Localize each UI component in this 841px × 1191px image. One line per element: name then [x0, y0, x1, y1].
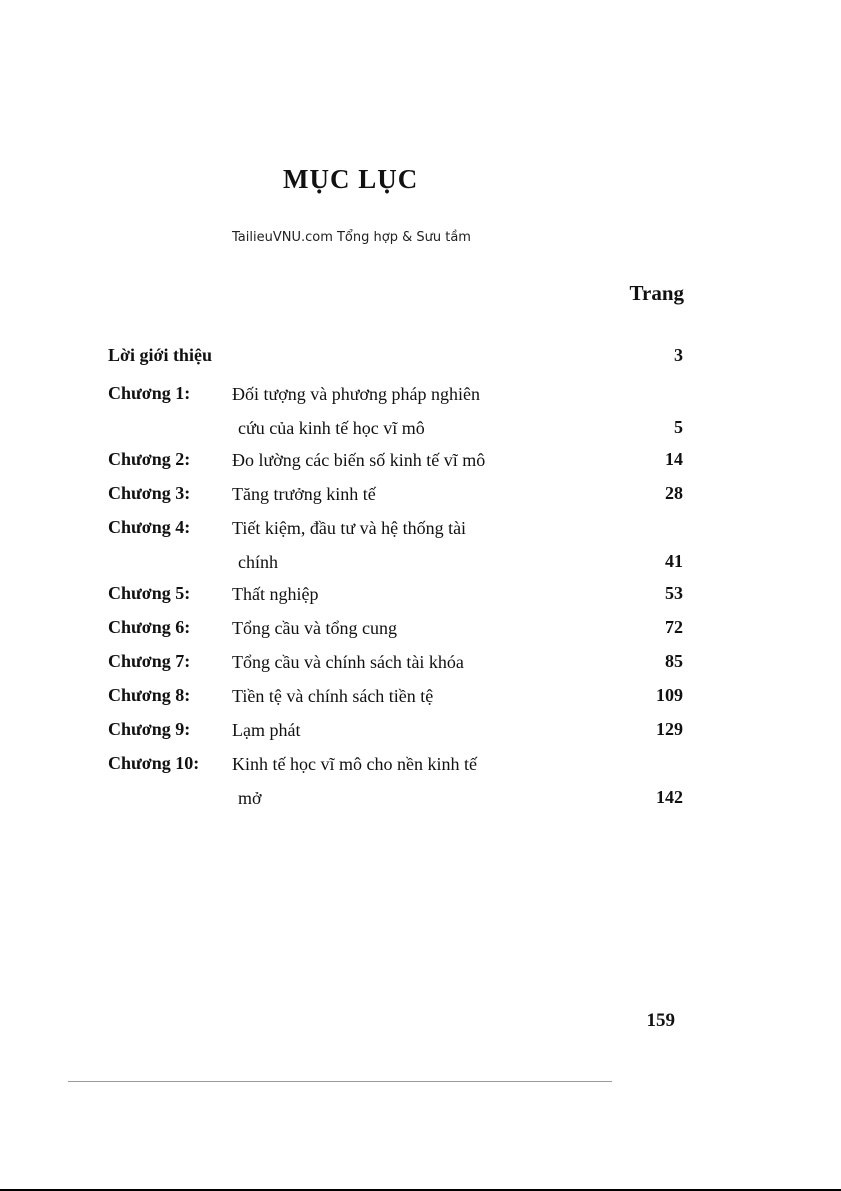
toc-entry-title-line: cứu của kinh tế học vĩ mô	[238, 418, 425, 438]
toc-entry-title-line	[232, 345, 550, 379]
toc-entry-title-line: Tiền tệ và chính sách tiền tệ	[232, 686, 434, 706]
toc-entry-label: Chương 2:	[108, 449, 191, 469]
toc-entry-label: Chương 7:	[108, 651, 191, 671]
toc-entry-page: 85	[665, 651, 683, 671]
toc-entry-title	[232, 483, 550, 517]
footer-divider	[68, 1081, 612, 1082]
toc-entry-label: Chương 5:	[108, 583, 191, 603]
toc-entry-title	[232, 719, 550, 753]
toc-entry-label: Chương 3:	[108, 483, 191, 503]
toc-entry-page: 3	[674, 345, 683, 365]
toc-entry-title-line: chính	[238, 552, 278, 572]
toc-entry-label: Chương 4:	[108, 517, 191, 537]
toc-entry-label: Chương 6:	[108, 617, 191, 637]
toc-entry-label: Lời giới thiệu	[108, 345, 212, 365]
toc-entry-page: 41	[665, 551, 683, 571]
toc-entry-page: 109	[656, 685, 683, 705]
toc-entry-title-line: Tổng cầu và tổng cung	[232, 618, 397, 638]
toc-entry-title	[232, 753, 550, 821]
toc-entry-title-line: Lạm phát	[232, 720, 301, 740]
toc-entry-title-line: Kinh tế học vĩ mô cho nền kinh tế	[232, 754, 477, 774]
toc-entry-page: 53	[665, 583, 683, 603]
page-column-header: Trang	[629, 281, 684, 305]
toc-entry-page: 28	[665, 483, 683, 503]
toc-entry-label: Chương 9:	[108, 719, 191, 739]
page-title: MỤC LỤC	[283, 164, 419, 194]
toc-entry-title	[232, 583, 550, 617]
page-number: 159	[646, 1010, 675, 1031]
toc-entry-page: 5	[674, 417, 683, 437]
toc-entry-title	[232, 685, 550, 719]
toc-entry-page: 129	[656, 719, 683, 739]
toc-entry-page: 14	[665, 449, 683, 469]
toc-entry-title	[232, 449, 550, 483]
toc-entry-label: Chương 8:	[108, 685, 191, 705]
toc-entry-title-line: mở	[238, 788, 262, 808]
toc-entry-title-line: Thất nghiệp	[232, 584, 319, 604]
toc-entry-page: 72	[665, 617, 683, 637]
watermark-text: TailieuVNU.com Tổng hợp & Sưu tầm	[232, 230, 471, 245]
toc-entry-title	[232, 383, 550, 451]
toc-entry-title-line: Đối tượng và phương pháp nghiên	[232, 384, 481, 404]
toc-entry-title	[232, 517, 550, 585]
toc-entry-label: Chương 10:	[108, 753, 200, 773]
toc-entry-label: Chương 1:	[108, 383, 191, 403]
toc-entry-title	[232, 345, 550, 379]
toc-entry-title-line: Tăng trưởng kinh tế	[232, 484, 376, 504]
toc-entry-title	[232, 617, 550, 651]
toc-entry-title	[232, 651, 550, 685]
toc-entry-title-line: Tiết kiệm, đầu tư và hệ thống tài	[232, 518, 467, 538]
toc-entry-title-line: Tổng cầu và chính sách tài khóa	[232, 652, 464, 672]
toc-entry-page: 142	[656, 787, 683, 807]
toc-entry-title-line: Đo lường các biến số kinh tế vĩ mô	[232, 450, 486, 470]
